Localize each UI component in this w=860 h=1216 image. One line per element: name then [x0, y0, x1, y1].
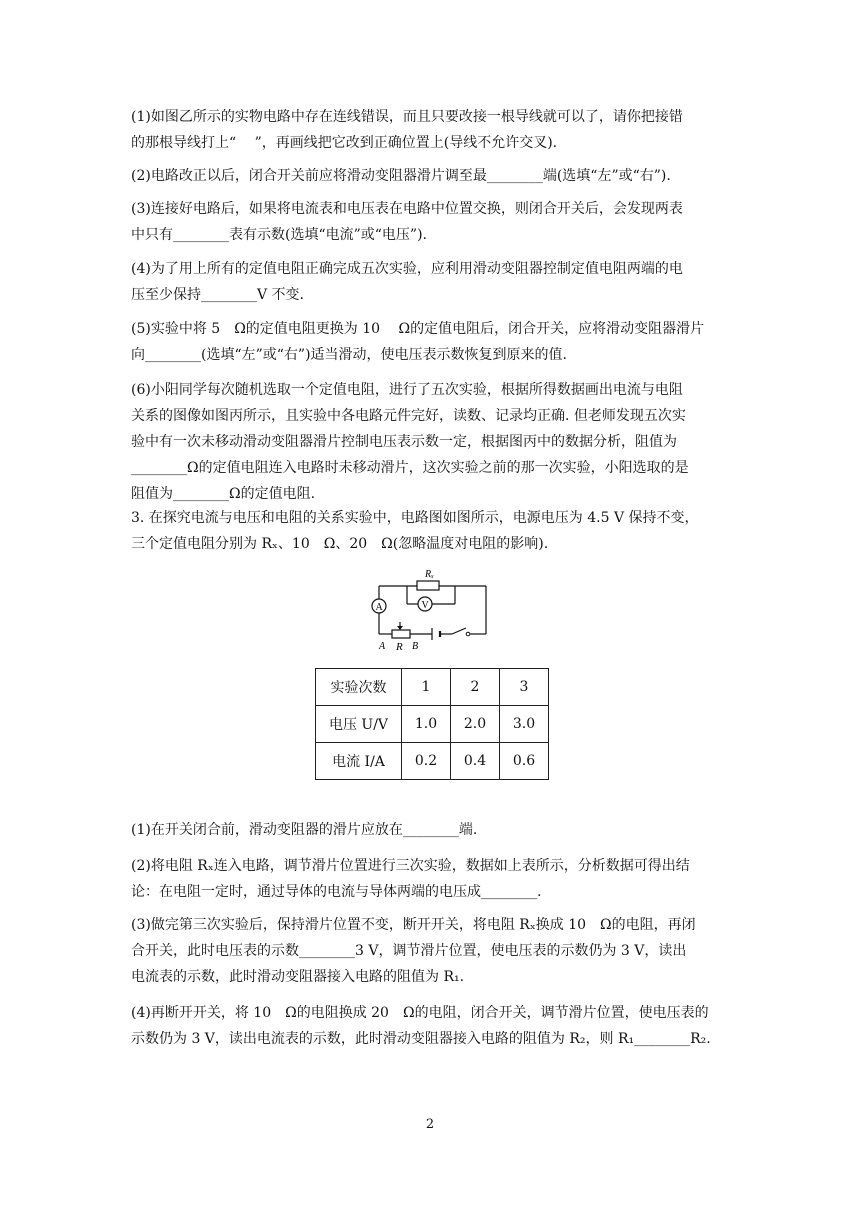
text-line: (3)做完第三次实验后，保持滑片位置不变，断开开关，将电阻 Rₓ换成 10 Ω的电阻，再闭	[131, 917, 696, 933]
question-part-5	[131, 316, 731, 368]
text-line: 合开关，此时电压表的示数________3 V，调节滑片位置，使电压表的示数仍为 3 V，读出	[131, 943, 687, 959]
text-line: ________Ω的定值电阻连入电路时未移动滑片，这次实验之前的那一次实验，小阳选取的是	[131, 460, 689, 476]
table-cell: 电流 I/A	[316, 743, 402, 780]
table-row	[316, 743, 549, 780]
text-line: 电流表的示数，此时滑动变阻器接入电路的阻值为 R₁.	[131, 969, 465, 985]
text-line: 的那根导线打上“ ”，再画线把它改到正确位置上(导线不允许交叉).	[131, 135, 558, 151]
text-line: 中只有________表有示数(选填“电流”或“电压”).	[131, 227, 428, 243]
text-line: (3)连接好电路后，如果将电流表和电压表在电路中位置交换，则闭合开关后，会发现两表	[131, 201, 683, 217]
table-row	[316, 706, 549, 743]
rheostat-icon	[392, 630, 410, 638]
question-3-stem	[131, 505, 731, 557]
text-line: (1)在开关闭合前，滑动变阻器的滑片应放在________端.	[131, 822, 478, 838]
text-line: (6)小阳同学每次随机选取一个定值电阻，进行了五次实验，根据所得数据画出电流与电阻	[131, 382, 683, 398]
question-part-1	[131, 104, 731, 156]
table-cell: 0.2	[402, 743, 451, 780]
question-part-6	[131, 377, 731, 507]
table-cell: 1.0	[402, 706, 451, 743]
text-line: 示数仍为 3 V，读出电流表的示数，此时滑动变阻器接入电路的阻值为 R₂，则 R₁________R₂.	[131, 1031, 711, 1047]
voltmeter-label: V	[421, 600, 429, 611]
subquestion-3	[131, 912, 731, 990]
text-line: 验中有一次未移动滑动变阻器滑片控制电压表示数一定，根据图丙中的数据分析，阻值为	[131, 434, 677, 450]
end-a-label: A	[379, 641, 386, 652]
text-line: 向________(选填“左”或“右”)适当滑动，使电压表示数恢复到原来的值.	[131, 347, 568, 363]
ammeter-label: A	[375, 602, 383, 613]
subquestion-4	[131, 1000, 731, 1052]
table-cell: 0.4	[451, 743, 500, 780]
text-line: 论：在电阻一定时，通过导体的电流与导体两端的电压成________.	[131, 884, 542, 900]
text-line: 关系的图像如图丙所示，且实验中各电路元件完好，读数、记录均正确. 但老师发现五次实	[131, 408, 686, 424]
switch-icon	[452, 628, 466, 634]
text-line: (5)实验中将 5 Ω的定值电阻更换为 10 Ω的定值电阻后，闭合开关，应将滑动变阻器滑片	[131, 321, 705, 337]
text-line: (1)如图乙所示的实物电路中存在连线错误，而且只要改接一根导线就可以了，请你把接错	[131, 109, 683, 125]
text-line: 阻值为________Ω的定值电阻.	[131, 486, 316, 502]
subquestion-1	[131, 817, 731, 843]
data-table	[315, 668, 549, 780]
page-number: 2	[425, 1117, 435, 1132]
table-cell: 1	[402, 669, 451, 706]
table-cell: 电压 U/V	[316, 706, 402, 743]
text-line: 三个定值电阻分别为 Rₓ、10 Ω、20 Ω(忽略温度对电阻的影响).	[131, 536, 549, 552]
table-cell: 3.0	[500, 706, 549, 743]
rx-label: Rₓ	[425, 569, 434, 580]
end-b-label: B	[412, 641, 419, 652]
resistor-rx	[417, 581, 439, 590]
text-line: 3. 在探究电流与电压和电阻的关系实验中，电路图如图所示，电源电压为 4.5 V 保持不变，	[131, 510, 699, 526]
text-line: (2)将电阻 Rₓ连入电路，调节滑片位置进行三次实验，数据如上表所示，分析数据可得出结	[131, 858, 690, 874]
question-part-3	[131, 196, 731, 248]
table-cell: 0.6	[500, 743, 549, 780]
text-line: (2)电路改正以后，闭合开关前应将滑动变阻器滑片调至最________端(选填“左”或“右”).	[131, 168, 671, 184]
table-cell: 2	[451, 669, 500, 706]
table-cell: 3	[500, 669, 549, 706]
subquestion-2	[131, 853, 731, 905]
circuit-diagram	[370, 566, 500, 656]
text-line: (4)再断开开关，将 10 Ω的电阻换成 20 Ω的电阻，闭合开关，调节滑片位置，使电压表的	[131, 1005, 709, 1021]
table-header-row	[316, 669, 549, 706]
table-cell: 实验次数	[316, 669, 402, 706]
question-part-2	[131, 163, 731, 189]
text-line: (4)为了用上所有的定值电阻正确完成五次实验，应利用滑动变阻器控制定值电阻两端的电	[131, 261, 683, 277]
table-cell: 2.0	[451, 706, 500, 743]
question-part-4	[131, 256, 731, 308]
rheostat-label: R	[396, 641, 403, 653]
text-line: 压至少保持________V 不变.	[131, 287, 305, 303]
